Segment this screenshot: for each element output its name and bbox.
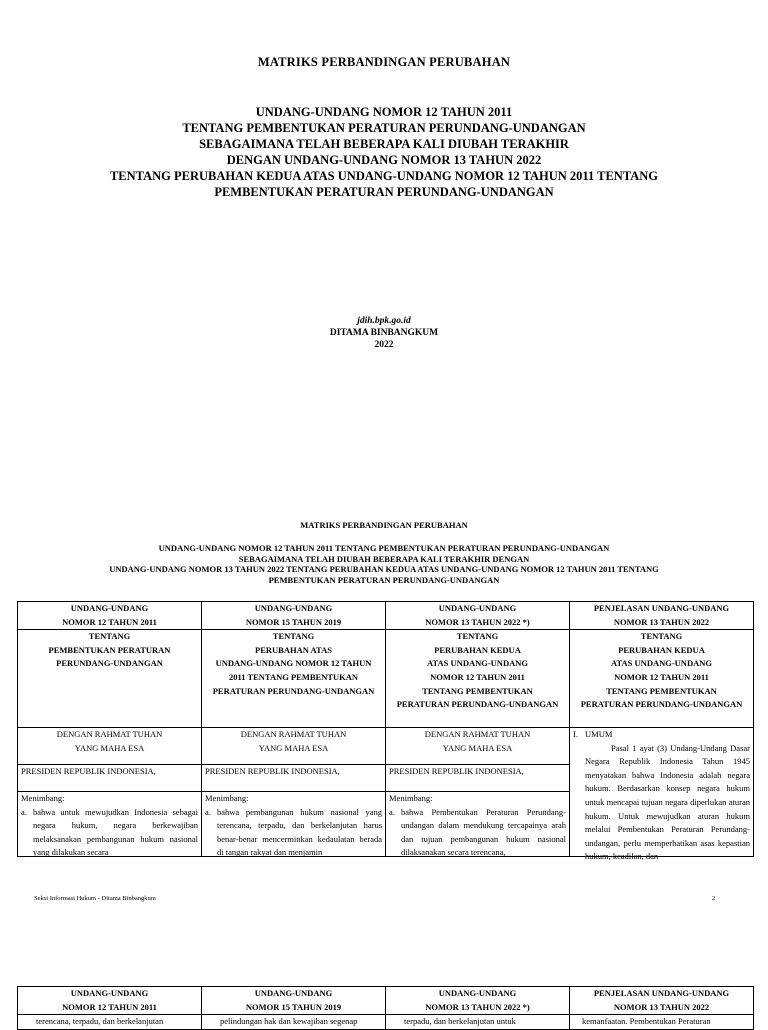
- presiden-cell: PRESIDEN REPUBLIK INDONESIA,: [18, 765, 202, 792]
- footer-source: Seksi Informasi Hukum - Ditama Binbangkum: [34, 895, 156, 902]
- cover-source: [0, 315, 768, 351]
- cover-subtitle-line: TENTANG PEMBENTUKAN PERATURAN PERUNDANG-UNDANGAN: [182, 121, 586, 135]
- column-header: UNDANG-UNDANG NOMOR 12 TAHUN 2011: [18, 987, 202, 1015]
- column-header: UNDANG-UNDANG NOMOR 15 TAHUN 2019: [202, 987, 386, 1015]
- comparison-table: [17, 601, 754, 862]
- column-header: PENJELASAN UNDANG-UNDANG NOMOR 13 TAHUN 2022 TENTANG PERUBAHAN KEDUA ATAS UNDANG-UNDANG NOMOR 12 TAHUN 2011 TENTANG PEMBENTUKAN PERATURAN PERUNDANG-UNDANGAN: [570, 602, 754, 728]
- menimbang-cell: Menimbang: a. bahwa Pembentukan Peraturan Perundang-undangan dalam mendukung tercapainya arah dan tujuan pembangunan hukum nasional dilaksanakan secara terencana,: [386, 792, 570, 857]
- page2-subtitle-line: SEBAGAIMANA TELAH DIUBAH BEBERAPA KALI TERAKHIR DENGAN: [238, 553, 530, 564]
- umum-heading: I. UMUM: [573, 729, 613, 739]
- umum-cell: [570, 728, 754, 862]
- rahmat-cell: DENGAN RAHMAT TUHAN YANG MAHA ESA: [386, 728, 570, 765]
- source-site-link[interactable]: jdih.bpk.go.id: [357, 316, 411, 326]
- presiden-cell: PRESIDEN REPUBLIK INDONESIA,: [386, 765, 570, 792]
- umum-text: Pasal 1 ayat (3) Undang-Undang Dasar Negara Republik Indonesia Tahun 1945 menyatakan bahwa Indonesia adalah negara hukum. Berdasarkan konsep negara hukum untuk mencapai tujuan negara diperlukan aturan hukum. Untuk mewujudkan aturan hukum melalui Pembentukan Peraturan Perundang-undangan, perlu memperhatikan asas kepastian hukum, keadilan, dan: [585, 742, 750, 862]
- presiden-cell: PRESIDEN REPUBLIK INDONESIA,: [202, 765, 386, 792]
- menimbang-cell: Menimbang: a. bahwa pembangunan hukum nasional yang terencana, terpadu, dan berkelanjutan harus benar-benar mencerminkan kedaulatan berada di tangan rakyat dan menjamin: [202, 792, 386, 857]
- table-header-row: [18, 987, 754, 1015]
- page-number: 2: [712, 895, 716, 902]
- table-cell: terencana, terpadu, dan berkelanjutan: [18, 1015, 202, 1030]
- cover-subtitle: [0, 104, 768, 200]
- column-header: UNDANG-UNDANG NOMOR 15 TAHUN 2019 TENTANG PERUBAHAN ATAS UNDANG-UNDANG NOMOR 12 TAHUN 2011 TENTANG PEMBENTUKAN PERATURAN PERUNDANG-UNDANGAN: [202, 602, 386, 728]
- page2-subtitle: [0, 543, 768, 585]
- cover-subtitle-line: UNDANG-UNDANG NOMOR 12 TAHUN 2011: [255, 105, 513, 119]
- source-year: 2022: [374, 340, 394, 350]
- table-row: [18, 1015, 754, 1030]
- column-header: UNDANG-UNDANG NOMOR 13 TAHUN 2022 *): [386, 987, 570, 1015]
- page2-title: MATRIKS PERBANDINGAN PERUBAHAN: [300, 520, 468, 530]
- rahmat-cell: DENGAN RAHMAT TUHAN YANG MAHA ESA: [18, 728, 202, 765]
- cover-subtitle-line: PEMBENTUKAN PERATURAN PERUNDANG-UNDANGAN: [214, 185, 554, 199]
- table-row: [18, 728, 754, 765]
- cover-subtitle-line: DENGAN UNDANG-UNDANG NOMOR 13 TAHUN 2022: [226, 153, 542, 167]
- page2-subtitle-line: PEMBENTUKAN PERATURAN PERUNDANG-UNDANGAN: [268, 574, 500, 585]
- table-cell: terpadu, dan berkelanjutan untuk: [386, 1015, 570, 1030]
- column-header: PENJELASAN UNDANG-UNDANG NOMOR 13 TAHUN 2022: [570, 987, 754, 1015]
- table-header-row: [18, 602, 754, 728]
- cover-title: MATRIKS PERBANDINGAN PERUBAHAN: [257, 55, 511, 69]
- page2-subtitle-line: UNDANG-UNDANG NOMOR 13 TAHUN 2022 TENTANG PERUBAHAN KEDUA ATAS UNDANG-UNDANG NOMOR 12 TAHUN 2011 TENTANG: [109, 564, 659, 574]
- column-header: UNDANG-UNDANG NOMOR 13 TAHUN 2022 *) TENTANG PERUBAHAN KEDUA ATAS UNDANG-UNDANG NOMOR 12 TAHUN 2011 TENTANG PEMBENTUKAN PERATURAN PERUNDANG-UNDANGAN: [386, 602, 570, 728]
- column-header: UNDANG-UNDANG NOMOR 12 TAHUN 2011 TENTANG PEMBENTUKAN PERATURAN PERUNDANG-UNDANGAN: [18, 602, 202, 728]
- table-cell: kemanfaatan. Pembentukan Peraturan: [570, 1015, 754, 1030]
- rahmat-cell: DENGAN RAHMAT TUHAN YANG MAHA ESA: [202, 728, 386, 765]
- page2-subtitle-line: UNDANG-UNDANG NOMOR 12 TAHUN 2011 TENTANG PEMBENTUKAN PERATURAN PERUNDANG-UNDANGAN: [158, 543, 610, 553]
- comparison-table-continued: [17, 986, 754, 1030]
- cover-subtitle-line: SEBAGAIMANA TELAH BEBERAPA KALI DIUBAH TERAKHIR: [199, 137, 569, 151]
- table-cell: pelindungan hak dan kewajiban segenap: [202, 1015, 386, 1030]
- menimbang-cell: Menimbang: a. bahwa untuk mewujudkan Indonesia sebagai negara hukum, negara berkewajiban melaksanakan pembangunan hukum nasional yang dilakukan secara: [18, 792, 202, 857]
- cover-subtitle-line: TENTANG PERUBAHAN KEDUA ATAS UNDANG-UNDANG NOMOR 12 TAHUN 2011 TENTANG: [109, 169, 659, 183]
- source-org: DITAMA BINBANGKUM: [329, 328, 439, 338]
